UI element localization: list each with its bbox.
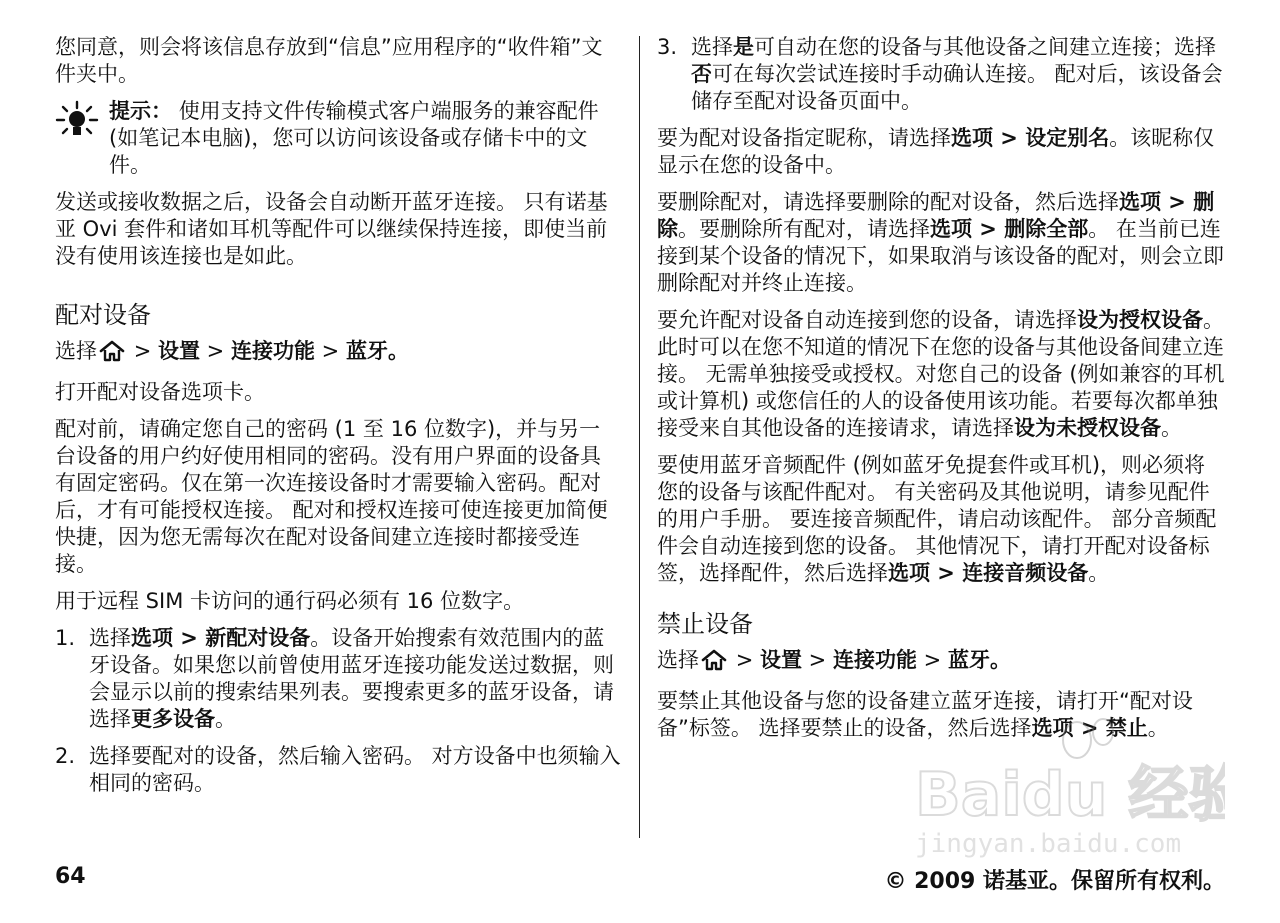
menu-term: 选项: [930, 217, 972, 241]
text-part: 要使用蓝牙音频配件 (例如蓝牙免提套件或耳机)，则必须将您的设备与该配件配对。 有关密码及其他说明，请参见配件的用户手册。 要连接音频配件，请启动该配件。 部分音频配件会自动连接到您的设备。 其他情况下，请打开配对设备标签，选择配件，然后选择: [657, 453, 1217, 585]
column-divider: [639, 36, 640, 838]
nav-separator: >: [923, 648, 942, 672]
step-number: 3.: [657, 35, 678, 59]
nav-prefix: 选择: [55, 339, 97, 363]
steps-list-continued: [657, 34, 1225, 115]
copyright-notice: © 2009 诺基亚。保留所有权利。: [884, 869, 1225, 894]
menu-term: 删除全部: [1004, 217, 1089, 241]
step-text-part: 可在每次尝试连接时手动确认连接。 配对后，该设备会储存至配对设备页面中。: [691, 62, 1223, 113]
text-part: 要禁止其他设备与您的设备建立蓝牙连接，请打开“配对设备”标签。 选择要禁止的设备，然后选择: [657, 689, 1193, 740]
menu-separator: >: [1073, 716, 1106, 740]
step-text: [691, 34, 1225, 115]
menu-term: 更多设备: [131, 707, 215, 731]
delete-paragraph: [657, 189, 1225, 297]
nav-prefix: 选择: [657, 648, 699, 672]
tip-text: 使用支持文件传输模式客户端服务的兼容配件 (如笔记本电脑)，您可以访问该设备或存储卡中的文件。: [109, 99, 599, 177]
list-item: [55, 743, 621, 797]
steps-list: [55, 625, 621, 797]
step-text: 选择要配对的设备，然后输入密码。 对方设备中也须输入相同的密码。: [89, 744, 621, 795]
passcode-paragraph: 配对前，请确定您自己的密码 (1 至 16 位数字)，并与另一台设备的用户约好使用相同的密码。没有用户界面的设备具有固定密码。仅在第一次连接设备时才需要输入密码。配对后，才有可能授权连接。 配对和授权连接可使连接更加简便快捷，因为您无需每次在配对设备间建立连接时都接受连接。: [55, 417, 608, 576]
nav-item-connectivity: 连接功能: [230, 339, 315, 363]
nickname-paragraph: [657, 125, 1225, 179]
heading-block-devices: 禁止设备: [657, 610, 753, 638]
tip-text-block: [109, 98, 621, 179]
watermark-url: jingyan.baidu.com: [915, 829, 1182, 859]
menu-term: 连接音频设备: [962, 561, 1089, 585]
menu-term: 选项: [1031, 716, 1074, 740]
home-icon: [99, 340, 125, 369]
text-part: 要为配对设备指定昵称，请选择: [657, 126, 951, 150]
nav-path-block: [657, 647, 1225, 678]
menu-term: 选项: [1119, 190, 1161, 214]
menu-separator: >: [930, 561, 963, 585]
nav-item-settings: 设置: [759, 648, 802, 672]
lightbulb-icon: [55, 98, 99, 179]
menu-term: 删除: [657, 190, 1215, 241]
text-part: 。: [1147, 716, 1169, 740]
nav-item-settings: 设置: [157, 339, 200, 363]
menu-term: 选项: [888, 561, 930, 585]
text-part: 。: [1088, 561, 1110, 585]
audio-paragraph: [657, 452, 1225, 587]
open-tab-paragraph: 打开配对设备选项卡。: [55, 380, 265, 404]
nav-item-bluetooth: 蓝牙。: [345, 339, 409, 363]
text-part: 。 此时可以在您不知道的情况下在您的设备与其他设备间建立连接。 无需单独接受或授权。对您自己的设备 (例如兼容的耳机或计算机) 或您信任的人的设备使用该功能。若要每次都单独接受来自其他设备的连接请求，请选择: [657, 308, 1225, 440]
menu-term: 是: [733, 35, 754, 59]
step-number: 2.: [55, 744, 76, 768]
sim-paragraph: 用于远程 SIM 卡访问的通行码必须有 16 位数字。: [55, 589, 525, 613]
tip-box: [55, 98, 621, 179]
intro-paragraph: 您同意，则会将该信息存放到“信息”应用程序的“收件箱”文件夹中。: [55, 35, 603, 86]
authorize-paragraph: [657, 307, 1225, 442]
menu-term: 禁止: [1105, 716, 1148, 740]
nav-separator: >: [206, 339, 225, 363]
menu-term: 设为授权设备: [1077, 308, 1203, 332]
text-part: 。要删除所有配对，请选择: [678, 217, 930, 241]
nav-item-connectivity: 连接功能: [832, 648, 917, 672]
left-column: [55, 34, 621, 807]
menu-separator: >: [173, 626, 206, 650]
step-number: 1.: [55, 626, 76, 650]
disconnect-paragraph: 发送或接收数据之后，设备会自动断开蓝牙连接。 只有诺基亚 Ovi 套件和诸如耳机等配件可以继续保持连接，即使当前没有使用该连接也是如此。: [55, 190, 608, 268]
nav-separator: >: [133, 339, 152, 363]
home-icon: [701, 649, 727, 678]
tip-label: 提示：: [109, 99, 172, 123]
menu-separator: >: [1161, 190, 1194, 214]
menu-term: 新配对设备: [205, 626, 311, 650]
list-item: [55, 625, 621, 733]
step-text-part: 可自动在您的设备与其他设备之间建立连接；选择: [754, 35, 1216, 59]
text-part: 要删除配对，请选择要删除的配对设备，然后选择: [657, 190, 1119, 214]
menu-term: 设定别名: [1025, 126, 1110, 150]
step-text-part: 。: [215, 707, 236, 731]
menu-term: 选项: [131, 626, 173, 650]
nav-separator: >: [808, 648, 827, 672]
menu-term: 设为未授权设备: [1014, 416, 1161, 440]
nav-separator: >: [321, 339, 340, 363]
watermark-brand: Baidu 经验: [915, 760, 1225, 830]
menu-term: 否: [691, 62, 712, 86]
nav-path-pair: [55, 338, 621, 369]
page-number: 64: [55, 864, 86, 889]
list-item: [657, 34, 1225, 115]
text-part: 。该昵称仅显示在您的设备中。: [657, 126, 1215, 177]
step-text: [89, 625, 621, 733]
text-part: 。: [1161, 416, 1182, 440]
nav-separator: >: [735, 648, 754, 672]
menu-separator: >: [972, 217, 1005, 241]
block-paragraph: [657, 688, 1225, 742]
right-column: [657, 34, 1225, 752]
nav-item-bluetooth: 蓝牙。: [947, 648, 1011, 672]
text-part: 要允许配对设备自动连接到您的设备，请选择: [657, 308, 1077, 332]
step-text-part: 选择: [691, 35, 733, 59]
menu-separator: >: [993, 126, 1026, 150]
menu-term: 选项: [951, 126, 993, 150]
heading-pair-devices: 配对设备: [55, 301, 151, 329]
step-text-part: 选择: [89, 626, 131, 650]
step-text-part: 。设备开始搜索有效范围内的蓝牙设备。如果您以前曾使用蓝牙连接功能发送过数据，则会显示以前的搜索结果列表。要搜索更多的蓝牙设备，请选择: [89, 626, 614, 731]
text-part: 。 在当前已连接到某个设备的情况下，如果取消与该设备的配对，则会立即删除配对并终止连接。: [657, 217, 1224, 295]
